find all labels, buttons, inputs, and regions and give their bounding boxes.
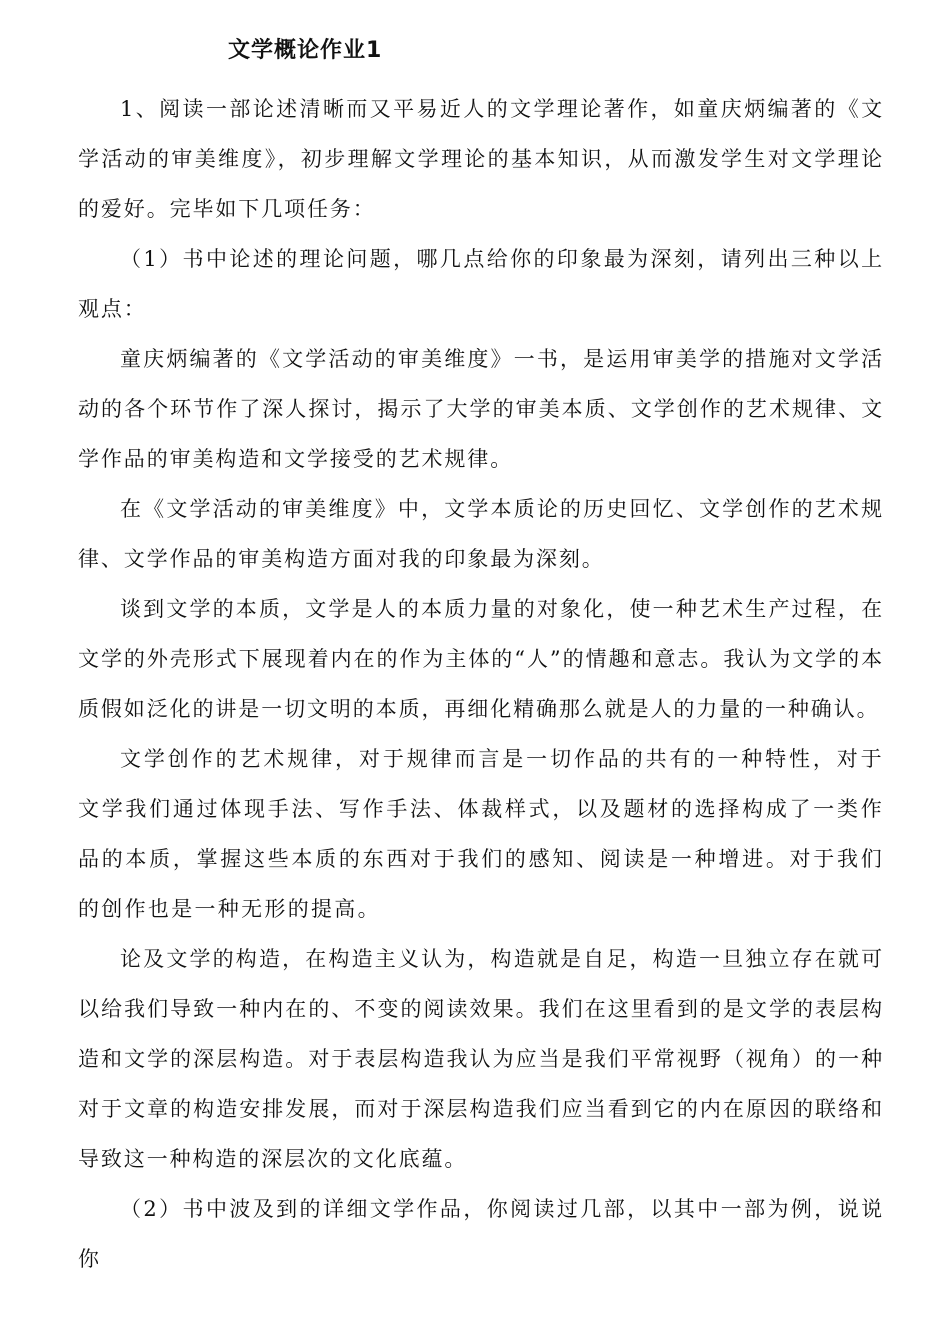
paragraph-question-1: （1）书中论述的理论问题，哪几点给你的印象最为深刻，请列出三种以上观点： xyxy=(78,247,884,321)
document-body xyxy=(78,84,884,1284)
paragraph-task-1: 1、阅读一部论述清晰而又平易近人的文学理论著作，如童庆炳编著的《文学活动的审美维度》，初步理解文学理论的基本知识，从而激发学生对文学理论的爱好。完毕如下几项任务： xyxy=(78,97,884,221)
paragraph-book-summary: 童庆炳编著的《文学活动的审美维度》一书，是运用审美学的措施对文学活动的各个环节作了深人探讨，揭示了大学的审美本质、文学创作的艺术规律、文学作品的审美构造和文学接受的艺术规律。 xyxy=(78,347,884,471)
paragraph-literary-essence: 谈到文学的本质，文学是人的本质力量的对象化，使一种艺术生产过程，在文学的外壳形式下展现着内在的作为主体的“人”的情趣和意志。我认为文学的本质假如泛化的讲是一切文明的本质，再细化精确那么就是人的力量的一种确认。 xyxy=(78,597,884,721)
paragraph-literary-structure: 论及文学的构造，在构造主义认为，构造就是自足，构造一旦独立存在就可以给我们导致一种内在的、不变的阅读效果。我们在这里看到的是文学的表层构造和文学的深层构造。对于表层构造我认为应当是我们平常视野（视角）的一种对于文章的构造安排发展，而对于深层构造我们应当看到它的内在原因的联络和导致这一种构造的深层次的文化底蕴。 xyxy=(78,947,884,1171)
paragraph-creative-rules: 文学创作的艺术规律，对于规律而言是一切作品的共有的一种特性，对于文学我们通过体现手法、写作手法、体裁样式，以及题材的选择构成了一类作品的本质，掌握这些本质的东西对于我们的感知、阅读是一种增进。对于我们的创作也是一种无形的提高。 xyxy=(78,747,884,921)
paragraph-impressions: 在《文学活动的审美维度》中，文学本质论的历史回忆、文学创作的艺术规律、文学作品的审美构造方面对我的印象最为深刻。 xyxy=(78,497,884,571)
paragraph-question-2: （2）书中波及到的详细文学作品，你阅读过几部，以其中一部为例，说说你 xyxy=(78,1197,884,1271)
document-title: 文学概论作业1 xyxy=(228,38,383,63)
